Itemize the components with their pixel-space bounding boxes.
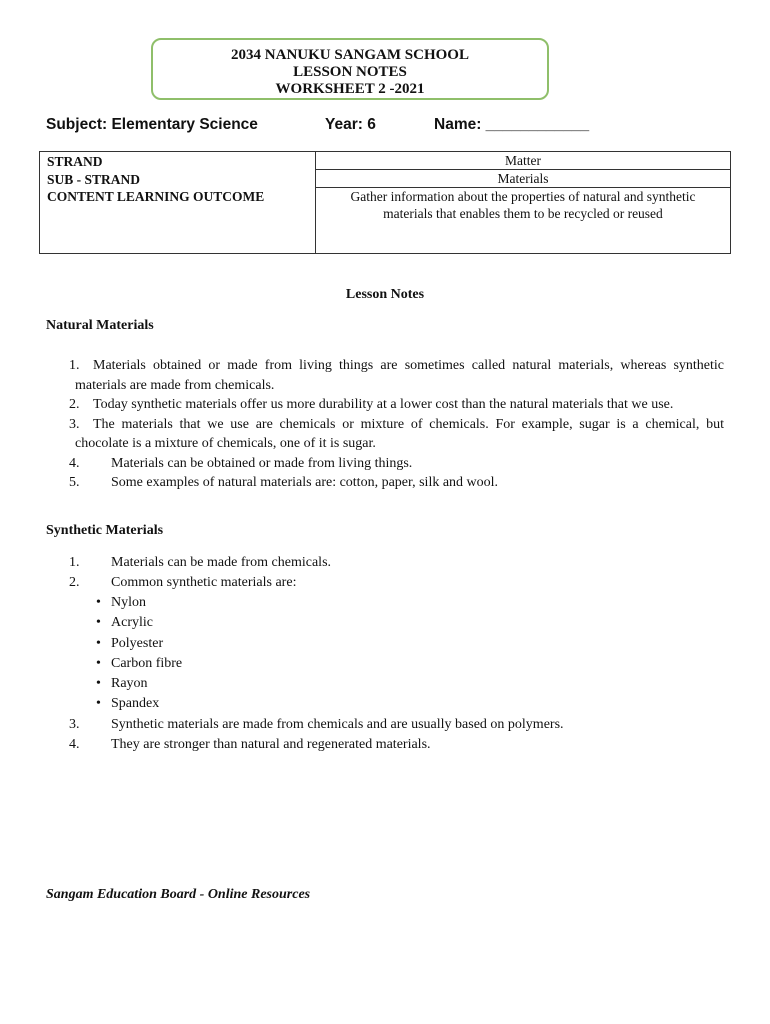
- worksheet-label: WORKSHEET 2 -2021: [275, 81, 425, 97]
- name-field: Name: ____________: [434, 116, 590, 133]
- list-item: 5. Some examples of natural materials are: cotton, paper, silk and wool.: [69, 475, 499, 490]
- synthetic-materials-list-bottom: [46, 715, 724, 754]
- list-item: 4. Materials can be obtained or made from living things.: [69, 455, 413, 471]
- list-item: 3. The materials that we use are chemicals or mixture of chemicals. For example, sugar is a chemical, but chocolate is a mixture of chemicals, one of it is sugar.: [69, 416, 724, 451]
- bullet-item: • Rayon: [95, 674, 182, 694]
- substrand-value: Materials: [316, 170, 730, 188]
- synthetic-materials-bullets: [95, 593, 182, 715]
- list-item: 4. They are stronger than natural and regenerated materials.: [69, 736, 431, 752]
- natural-materials-heading: Natural Materials: [46, 318, 154, 333]
- list-item: 2. Today synthetic materials offer us more durability at a lower cost than the natural materials that we use.: [69, 397, 674, 412]
- bullet-item: • Spandex: [95, 694, 182, 714]
- footer-credit: Sangam Education Board - Online Resources: [46, 887, 311, 902]
- lesson-notes-label: LESSON NOTES: [293, 64, 407, 80]
- bullet-item: • Polyester: [95, 634, 182, 654]
- curriculum-info-table: [39, 151, 731, 254]
- subject-label: Subject: Elementary Science: [46, 116, 258, 133]
- lesson-notes-title: Lesson Notes: [345, 287, 425, 302]
- substrand-label: SUB - STRAND: [47, 171, 141, 187]
- info-values-cell: [316, 152, 731, 254]
- year-label: Year: 6: [325, 116, 376, 133]
- list-item: 3. Synthetic materials are made from chemicals and are usually based on polymers.: [69, 717, 564, 732]
- list-item: 2. Common synthetic materials are:: [69, 574, 297, 590]
- subject-line: [46, 116, 726, 136]
- outcome-label: CONTENT LEARNING OUTCOME: [47, 189, 265, 204]
- strand-label: STRAND: [47, 154, 103, 169]
- worksheet-header-box: [151, 38, 549, 100]
- natural-materials-list: [46, 356, 724, 493]
- school-name: 2034 NANUKU SANGAM SCHOOL: [231, 47, 469, 63]
- info-labels-cell: [40, 152, 316, 254]
- list-item: 1. Materials can be made from chemicals.: [69, 555, 332, 570]
- bullet-item: • Carbon fibre: [95, 654, 182, 674]
- list-item: 1. Materials obtained or made from living things are sometimes called natural materials, whereas synthetic materials are made from chemicals.: [69, 358, 724, 393]
- synthetic-materials-list-top: [46, 553, 724, 592]
- outcome-value: Gather information about the properties of natural and synthetic materials that enables them to be recycled or reused: [350, 189, 696, 221]
- bullet-item: • Acrylic: [95, 613, 182, 633]
- bullet-item: • Nylon: [95, 593, 182, 613]
- strand-value: Matter: [316, 152, 730, 170]
- synthetic-materials-heading: Synthetic Materials: [46, 523, 164, 538]
